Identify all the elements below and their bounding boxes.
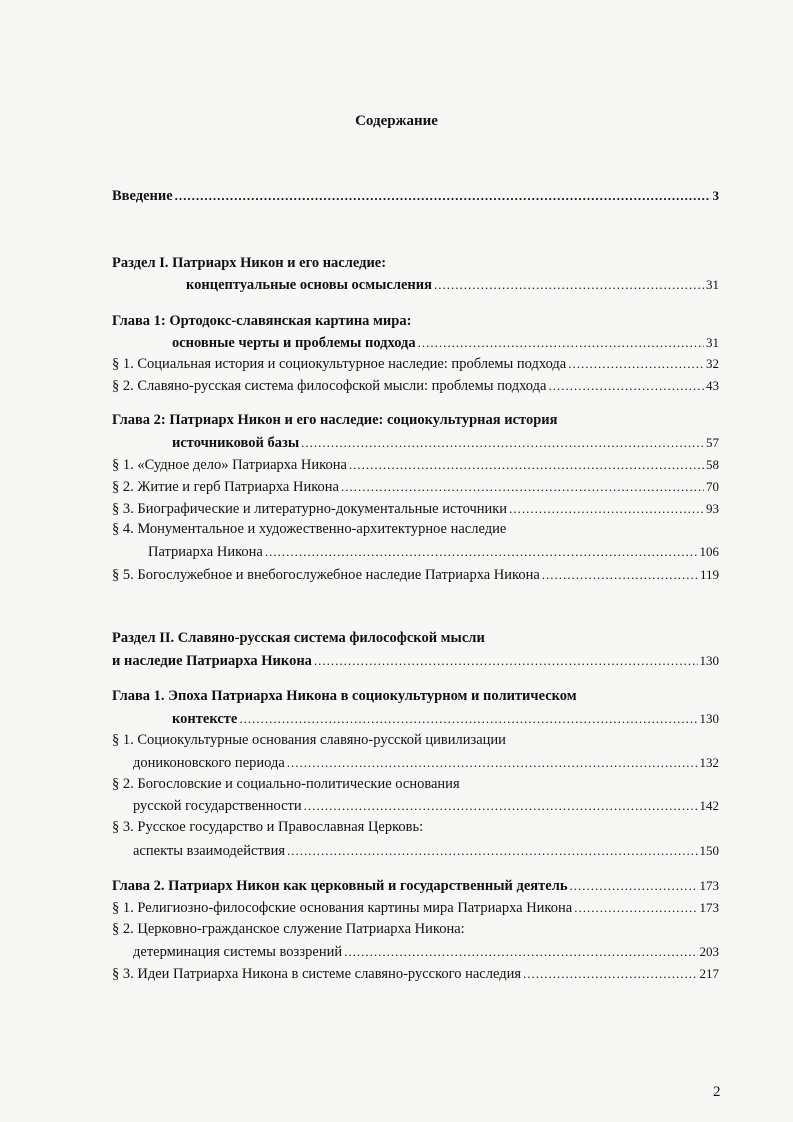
chapter-heading: Глава 1: Ортодокс-славянская картина мира: (112, 313, 412, 329)
page-number: 2 (713, 1084, 721, 1100)
toc-entry-paragraph (112, 965, 719, 983)
toc-label: источниковой базы (172, 435, 300, 451)
toc-label: § 2. Славяно-русская система философской мысли: проблемы подхода (112, 378, 547, 394)
toc-entry-chapter (112, 877, 719, 895)
chapter-heading: Глава 1. Эпоха Патриарха Никона в социокультурном и политическом (112, 688, 577, 704)
toc-page: 130 (699, 711, 719, 726)
toc-paragraph-line1: § 2. Богословские и социально-политические основания (112, 776, 460, 792)
dot-leader (287, 754, 698, 771)
toc-paragraph-line1: § 3. Русское государство и Православная Церковь: (112, 819, 424, 835)
toc-label: концептуальные основы осмысления (186, 277, 432, 293)
dot-leader (239, 710, 697, 727)
toc-entry-paragraph (133, 754, 719, 772)
toc-label: детерминация системы воззрений (133, 944, 343, 960)
toc-label: § 5. Богослужебное и внебогослужебное наследие Патриарха Никона (112, 567, 540, 583)
dot-leader (175, 187, 711, 204)
toc-page: 32 (706, 356, 719, 371)
toc-entry-paragraph (112, 500, 719, 518)
toc-label: § 1. «Судное дело» Патриарха Никона (112, 457, 347, 473)
toc-page: 142 (699, 798, 719, 813)
toc-label: Глава 2. Патриарх Никон как церковный и государственный деятель (112, 878, 568, 894)
dot-leader (344, 943, 697, 960)
toc-label: § 2. Житие и герб Патриарха Никона (112, 479, 339, 495)
page-title: Содержание (355, 113, 438, 129)
toc-entry-paragraph (148, 543, 719, 561)
dot-leader (574, 899, 697, 916)
toc-paragraph-line1: § 1. Социокультурные основания славяно-русской цивилизации (112, 732, 506, 748)
toc-page: 31 (706, 335, 719, 350)
toc-entry-chapter (172, 334, 719, 352)
toc-page: 31 (706, 277, 719, 292)
dot-leader (314, 652, 698, 669)
dot-leader (568, 355, 704, 372)
toc-paragraph-line1: § 2. Церковно-гражданское служение Патриарха Никона: (112, 921, 465, 937)
dot-leader (570, 877, 698, 894)
toc-entry-paragraph (112, 377, 719, 395)
toc-label: § 3. Идеи Патриарха Никона в системе славяно-русского наследия (112, 966, 522, 982)
toc-entry-paragraph (112, 478, 719, 496)
toc-entry-paragraph (112, 899, 719, 917)
toc-label: § 1. Социальная история и социокультурное наследие: проблемы подхода (112, 356, 567, 372)
toc-label: аспекты взаимодействия (133, 843, 286, 859)
section2-heading: Раздел II. Славяно-русская система философской мысли (112, 630, 485, 646)
dot-leader (548, 377, 704, 394)
toc-entry-paragraph (112, 566, 719, 584)
section1-heading: Раздел I. Патриарх Никон и его наследие: (112, 255, 387, 271)
dot-leader (434, 276, 704, 293)
toc-page: 57 (706, 435, 719, 450)
dot-leader (542, 566, 698, 583)
toc-entry-paragraph (112, 355, 719, 373)
toc-label: § 1. Религиозно-философские основания картины мира Патриарха Никона (112, 900, 573, 916)
dot-leader (523, 965, 697, 982)
toc-entry-chapter (172, 710, 719, 728)
toc-page: 106 (699, 544, 719, 559)
toc-page: 173 (699, 900, 719, 915)
toc-page: 217 (699, 966, 719, 981)
toc-page: 70 (706, 479, 719, 494)
toc-label: § 3. Биографические и литературно-документальные источники (112, 501, 508, 517)
toc-label: основные черты и проблемы подхода (172, 335, 416, 351)
toc-label: Патриарха Никона (148, 544, 263, 560)
dot-leader (287, 842, 697, 859)
dot-leader (265, 543, 698, 560)
toc-entry-paragraph (133, 943, 719, 961)
toc-paragraph-line1: § 4. Монументальное и художественно-архитектурное наследие (112, 521, 507, 537)
chapter-heading: Глава 2: Патриарх Никон и его наследие: социокультурная история (112, 412, 558, 428)
toc-entry-paragraph (133, 797, 719, 815)
toc-label: дониконовского периода (133, 755, 285, 771)
toc-page: 58 (706, 457, 719, 472)
toc-label: русской государственности (133, 798, 302, 814)
toc-entry-section1 (186, 276, 719, 294)
toc-page: 203 (699, 944, 719, 959)
toc-label: и наследие Патриарха Никона (112, 653, 312, 669)
toc-label: Введение (112, 188, 173, 204)
toc-page: 130 (699, 653, 719, 668)
toc-page: 43 (706, 378, 719, 393)
toc-entry-section2 (112, 652, 719, 670)
toc-entry-intro (112, 187, 719, 205)
toc-entry-paragraph (112, 456, 719, 474)
toc-page: 132 (699, 755, 719, 770)
toc-label: контексте (172, 711, 238, 727)
toc-entry-paragraph (133, 842, 719, 860)
dot-leader (341, 478, 704, 495)
toc-entry-chapter (172, 434, 719, 452)
dot-leader (304, 797, 698, 814)
toc-page: 173 (699, 878, 719, 893)
toc-page: 3 (712, 188, 719, 203)
toc-page: 150 (699, 843, 719, 858)
dot-leader (301, 434, 704, 451)
toc-page: 93 (706, 501, 719, 516)
dot-leader (509, 500, 704, 517)
dot-leader (418, 334, 704, 351)
toc-page: 119 (699, 567, 719, 582)
dot-leader (349, 456, 704, 473)
